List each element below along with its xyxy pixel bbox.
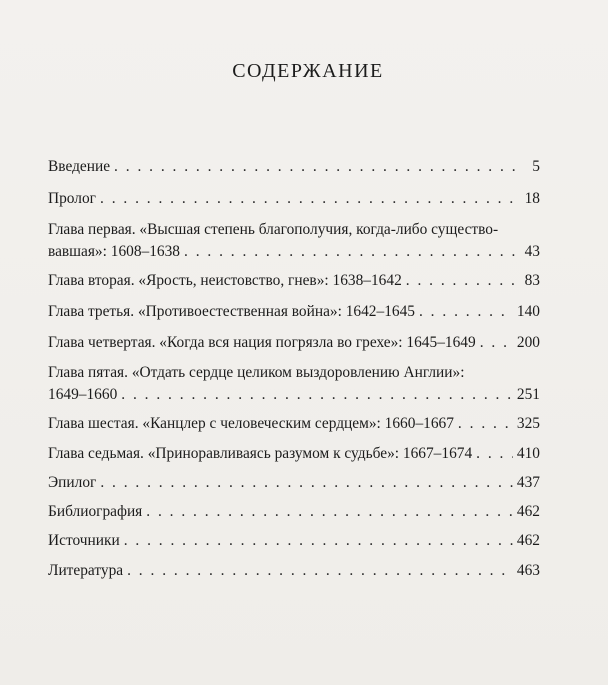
toc-entry-label: Пролог (48, 190, 96, 207)
toc-page-number: 43 (524, 243, 540, 260)
toc-entry-epilogue[interactable] (48, 472, 540, 494)
toc-page-number: 462 (516, 503, 540, 520)
dot-leader (100, 188, 518, 210)
dot-leader (419, 301, 513, 323)
toc-page-number: 463 (516, 562, 540, 579)
toc-entry-prologue[interactable] (48, 188, 540, 210)
dot-leader (476, 443, 513, 465)
toc-entry-chapter-4[interactable] (48, 332, 540, 354)
toc-entry-label: 1649–1660 (48, 386, 118, 403)
toc-entry-label-line-1: Глава пятая. «Отдать сердце целиком выздоровлению Англии»: (48, 364, 465, 381)
toc-page-number: 5 (532, 158, 540, 175)
toc-page-number: 18 (524, 190, 540, 207)
toc-page-number: 462 (516, 532, 540, 549)
dot-leader (114, 156, 518, 178)
toc-entry-chapter-1[interactable] (48, 219, 540, 263)
toc-entry-chapter-2[interactable] (48, 270, 540, 292)
dot-leader (100, 472, 513, 494)
toc-page-number: 83 (524, 272, 540, 289)
toc-entry-label: вавшая»: 1608–1638 (48, 243, 181, 260)
toc-page-number: 251 (516, 386, 540, 403)
dot-leader (406, 270, 518, 292)
toc-page-number: 410 (516, 445, 540, 462)
dot-leader (127, 560, 513, 582)
toc-entry-label-line-1: Глава первая. «Высшая степень благополучия, когда-либо существо- (48, 221, 499, 238)
toc-entry-label: Глава седьмая. «Приноравливаясь разумом к судьбе»: 1667–1674 (48, 445, 473, 462)
toc-entry-label: Глава шестая. «Канцлер с человеческим сердцем»: 1660–1667 (48, 415, 454, 432)
page-title: СОДЕРЖАНИЕ (232, 60, 384, 82)
toc-entry-label: Глава четвертая. «Когда вся нация погрязла во грехе»: 1645–1649 (48, 334, 476, 351)
toc-page-number: 437 (516, 474, 540, 491)
dot-leader (121, 384, 513, 406)
dot-leader (184, 241, 518, 263)
toc-entry-sources[interactable] (48, 530, 540, 552)
dot-leader (124, 530, 513, 552)
toc-entry-literature[interactable] (48, 560, 540, 582)
toc-entry-label: Введение (48, 158, 111, 175)
dot-leader (146, 501, 513, 523)
toc-entry-introduction[interactable] (48, 156, 540, 178)
toc-entry-bibliography[interactable] (48, 501, 540, 523)
bleed-through-text (40, 10, 43, 26)
toc-entry-chapter-5[interactable] (48, 362, 540, 406)
toc-entry-label: Глава вторая. «Ярость, неистовство, гнев»: 1638–1642 (48, 272, 402, 289)
toc-entry-label: Библиография (48, 503, 143, 520)
toc-entry-chapter-3[interactable] (48, 301, 540, 323)
toc-page-number: 325 (516, 415, 540, 432)
toc-entry-label: Источники (48, 532, 120, 549)
toc-page-number: 200 (516, 334, 540, 351)
toc-page-number: 140 (516, 303, 540, 320)
dot-leader (480, 332, 513, 354)
toc-entry-label: Литература (48, 562, 124, 579)
toc-entry-chapter-7[interactable] (48, 443, 540, 465)
toc-entry-chapter-6[interactable] (48, 413, 540, 435)
toc-entry-label: Глава третья. «Противоестественная война»: 1642–1645 (48, 303, 415, 320)
toc-entry-label: Эпилог (48, 474, 97, 491)
dot-leader (458, 413, 513, 435)
